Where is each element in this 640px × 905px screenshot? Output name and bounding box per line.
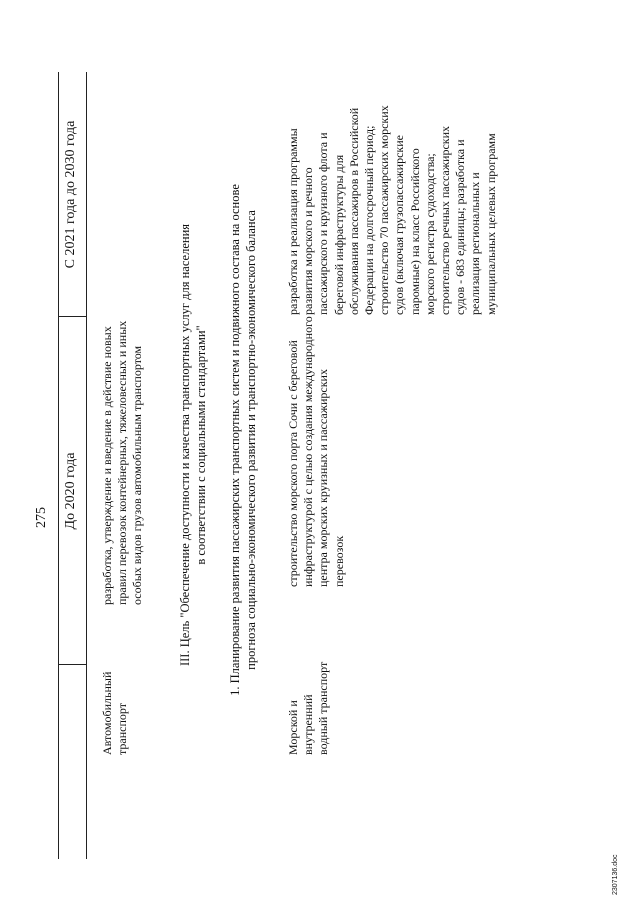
column-header-2021-2030: С 2021 года до 2030 года [63,120,78,269]
section-goal-title-line1: III. Цель "Обеспечение доступности и качества транспортных услуг для населения [178,223,192,667]
subsection-title-line2: прогноза социально-экономического развития и транспортно-экономического баланса [243,210,258,670]
subsection-title [228,100,259,780]
row-water-until-2020: строительство морского порта Сочи с береговой инфраструктурой с целью создания международного центра морских круизных и пассажирских перевозок [286,316,346,587]
subsection-title-line1: 1. Планирование развития пассажирских транспортных систем и подвижного состава на основе [228,184,242,696]
section-goal-title-line2: в соответствии с социальными стандартами" [193,325,208,565]
row-water-mode: Морской и внутренний водный транспорт [286,661,331,755]
row-water-2021-2030: разработка и реализация программы развития морского и речного пассажирского и круизного флота и береговой инфраструктуры для обслуживания пассажиров в Российской Федерации на долгосрочный период; строительство 70 пассажирских морских судов (включая грузопассажирские паромные) на класс Российского морского регистра судоходства; строительство речных пассажирских судов - 683 единицы; разработка и реализация региональных и муниципальных целевых программ [286,105,498,315]
page-number: 275 [34,507,49,528]
row-auto-mode: Автомобильный транспорт [100,671,130,755]
table-top-border [58,72,59,859]
row-auto-until-2020: разработка, утверждение и введение в действие новых правил перевозок контейнерных, тяжеловесных и иных особых видов грузов автомобильным транспортом [100,320,145,605]
table-header-bottom-border [86,72,87,859]
section-goal-title [178,125,209,765]
column-header-until-2020: До 2020 года [63,452,78,530]
document-code: 2307136.doc [612,854,619,895]
